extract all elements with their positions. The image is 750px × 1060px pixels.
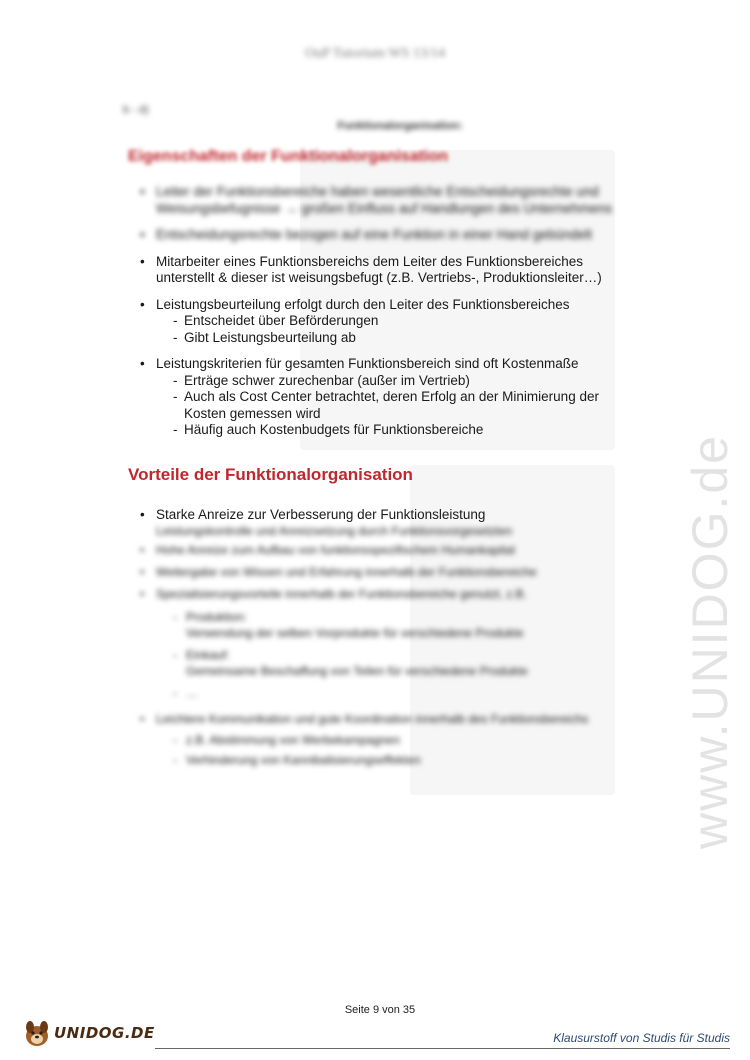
bullet: •	[140, 296, 145, 312]
dash: -	[173, 389, 178, 404]
heading-eigenschaften: Eigenschaften der Funktionalorganisation	[128, 148, 449, 165]
sub-item	[156, 330, 640, 347]
list-item-text: Weitergabe von Wissen und Erfahrung innerhalb der Funktionsbereiche	[156, 565, 537, 579]
dash: -	[173, 733, 177, 747]
list-item-text: Leichtere Kommunikation und gute Koordination innerhalb des Funktionsbereichs	[156, 712, 589, 726]
list-item-text: Mitarbeiter eines Funktionsbereichs dem Leiter des Funktionsbereiches unterstellt & dieser ist weisungsbefugt (z.B. Vertriebs-, Produktionsleiter…)	[156, 253, 602, 285]
list-item	[140, 586, 640, 701]
list-item-text: Leiter der Funktionsbereiche haben wesentliche Entscheidungsrechte und Weisungsbefugnisse → großen Einfluss auf Handlungen des Unternehmens	[156, 184, 613, 216]
page-number: Seite 9 von 35	[344, 1004, 416, 1016]
sub-item-text: Auch als Cost Center betrachtet, deren Erfolg an der Minimierung der Kosten gemessen wird	[184, 389, 599, 421]
heading-vorteile: Vorteile der Funktionalorganisation	[128, 465, 413, 484]
list-item-text: Entscheidungsrechte bezogen auf eine Funktion in einer Hand gebündelt	[156, 227, 593, 242]
sub-item-label: z.B. Abstimmung von Werbekampagnen	[186, 733, 400, 747]
list-item	[140, 711, 640, 768]
list-item	[140, 506, 640, 540]
section-number: b - d)	[123, 104, 149, 116]
sub-item	[156, 422, 640, 439]
sub-item-detail: Verwendung der selben Vorprodukte für verschiedene Produkte	[186, 626, 524, 640]
bullet: •	[140, 587, 145, 601]
list-item-text: Leistungskriterien für gesamten Funktionsbereich sind oft Kostenmaße	[156, 356, 579, 371]
bullet: •	[140, 356, 145, 371]
sub-item-detail: Gemeinsame Beschaffung von Teilen für verschiedene Produkte	[186, 664, 528, 678]
sub-item-text: Entscheidet über Beförderungen	[184, 313, 379, 328]
dash: -	[173, 329, 178, 345]
eigenschaften-list	[140, 184, 640, 439]
bullet: •	[140, 227, 145, 242]
list-item-text: Leistungsbeurteilung erfolgt durch den Leiter des Funktionsbereiches	[156, 296, 570, 312]
list-item	[140, 356, 640, 439]
sub-item	[156, 647, 640, 679]
dash: -	[173, 686, 177, 700]
list-item	[140, 184, 640, 217]
vorteile-list	[140, 506, 640, 768]
bullet: •	[140, 543, 145, 557]
dash: -	[173, 313, 178, 328]
sub-item-label: Produktion:	[186, 610, 247, 624]
watermark: www.UNIDOG.de	[682, 434, 738, 849]
tagline: Klausurstoff von Studis für Studis	[553, 1031, 730, 1045]
sub-item-label: …	[186, 686, 198, 700]
sub-item	[156, 389, 640, 422]
bullet: •	[140, 565, 145, 579]
dash: -	[173, 422, 178, 437]
bullet: •	[140, 184, 145, 199]
bullet: •	[140, 507, 145, 522]
list-item	[140, 564, 640, 581]
section-title: Funktionalorganisation:	[337, 120, 463, 132]
sub-item	[156, 373, 640, 390]
dog-icon	[22, 1018, 52, 1048]
footer-rule	[155, 1048, 730, 1049]
unidog-logo[interactable]	[22, 1016, 155, 1050]
sub-item	[156, 732, 640, 748]
running-head: OuP Tutorium WS 13/14	[305, 46, 445, 61]
list-item-text: Spezialisierungsvorteile innerhalb der Funktionsbereiche genutzt, z.B.	[156, 587, 527, 601]
sub-item-text: Häufig auch Kostenbudgets für Funktionsbereiche	[184, 422, 484, 437]
sub-item-label: Einkauf:	[186, 648, 230, 662]
dash: -	[173, 648, 177, 662]
sub-item-label: Verhinderung von Kannibalisierungseffekten	[186, 753, 421, 767]
list-item	[140, 297, 640, 347]
sub-item	[156, 609, 640, 641]
list-item-text: Hohe Anreize zum Aufbau von funktionsspezifischem Humankapital	[156, 543, 515, 557]
sub-item-text: Erträge schwer zurechenbar (außer im Vertrieb)	[184, 372, 470, 388]
bullet: •	[140, 253, 145, 269]
bullet: •	[140, 712, 145, 726]
dash: -	[173, 372, 178, 388]
list-item-text: Starke Anreize zur Verbesserung der Funktionsleistung	[156, 507, 486, 522]
logo-text: UNIDOG.DE	[54, 1024, 155, 1042]
dash: -	[173, 753, 177, 767]
list-item	[140, 254, 640, 287]
list-item-continuation: Leistungskontrolle und Anreizsetzung durch Funktionsvorgesetzten	[156, 524, 513, 538]
list-item	[140, 227, 640, 244]
sub-item-text: Gibt Leistungsbeurteilung ab	[184, 329, 356, 345]
sub-item	[156, 313, 640, 330]
sub-item	[156, 685, 640, 701]
dash: -	[173, 610, 177, 624]
sub-item	[156, 752, 640, 768]
list-item	[140, 542, 640, 559]
